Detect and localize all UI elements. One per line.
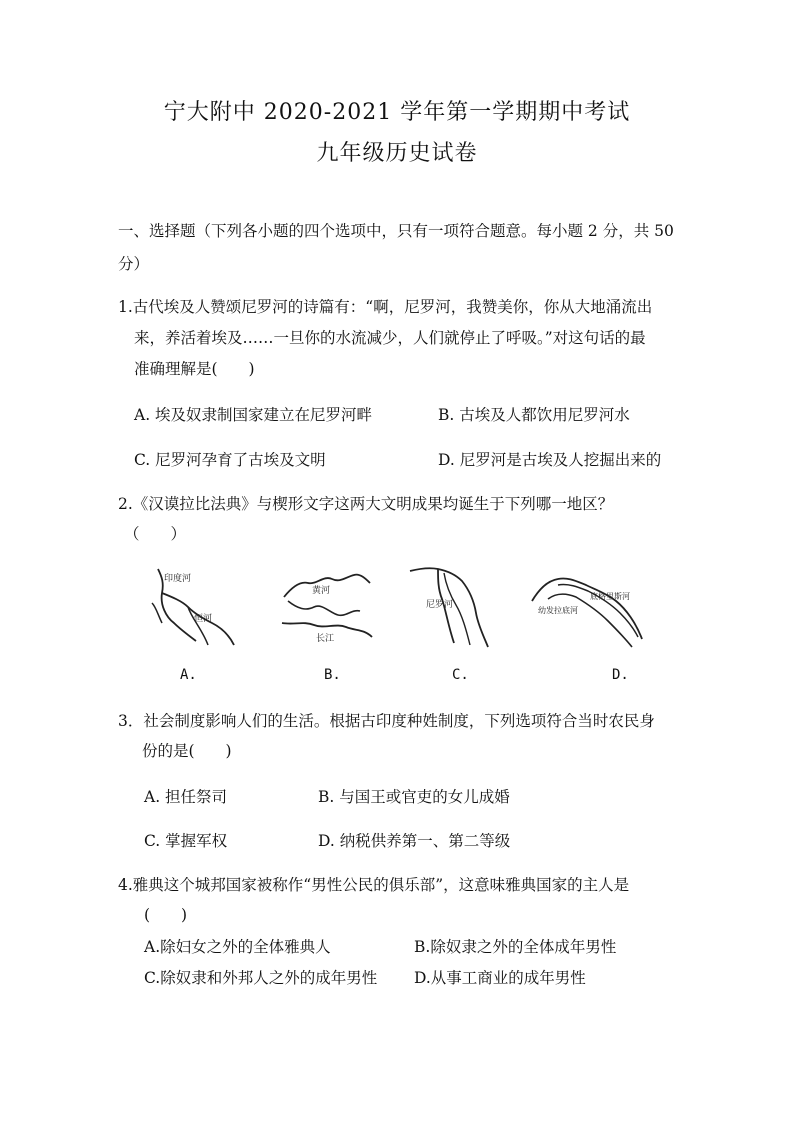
question-4-option-c: C.除奴隶和外邦人之外的成年男性 [144, 969, 378, 987]
question-3-option-d: D. 纳税供养第一、第二等级 [318, 832, 511, 850]
map-b-river-label-yellow: 黄河 [312, 586, 331, 596]
question-1-option-a: A. 埃及奴隶制国家建立在尼罗河畔 [134, 406, 373, 424]
map-c-river-label-nile: 尼罗河 [426, 600, 454, 610]
question-4-text: 4.雅典这个城邦国家被称作“男性公民的俱乐部”，这意味雅典国家的主人是 [118, 876, 630, 894]
exam-title: 宁大附中 2020-2021 学年第一学期期中考试 [163, 100, 631, 125]
question-4-option-b: B.除奴隶之外的全体成年男性 [414, 938, 617, 956]
map-d-river-label-euphrates: 幼发拉底河 [538, 606, 578, 615]
question-3-option-a: A. 担任祭司 [144, 788, 228, 806]
map-b-china [280, 567, 374, 653]
question-3-option-b: B. 与国王或官吏的女儿成婚 [318, 788, 510, 806]
question-1-text-line2: 来，养活着埃及……一旦你的水流减少，人们就停止了呼吸。”对这句话的最 [134, 329, 646, 347]
question-2-answer-paren: （ ） [124, 525, 187, 543]
question-4-option-d: D.从事工商业的成年男性 [414, 969, 586, 987]
map-d-mesopotamia [528, 571, 648, 655]
map-a-india [148, 563, 240, 659]
section-heading-continued: 分） [118, 255, 150, 273]
question-3-text-line2: 份的是( ) [142, 742, 232, 760]
question-4-answer-paren: ( ) [144, 906, 188, 924]
map-d-label: D. [612, 667, 629, 683]
map-d-river-label-tigris: 底格里斯河 [590, 592, 630, 601]
question-1-text: 1.古代埃及人赞颂尼罗河的诗篇有：“啊，尼罗河，我赞美你，你从大地涌流出 [118, 298, 653, 316]
question-3-option-c: C. 掌握军权 [144, 832, 228, 850]
map-a-river-label-ganges: 恒河 [194, 614, 213, 624]
exam-subtitle: 九年级历史试卷 [316, 141, 478, 166]
map-a-river-label-indus: 印度河 [164, 574, 192, 584]
map-b-label: B. [324, 667, 341, 683]
question-3-text: 3．社会制度影响人们的生活。根据古印度种姓制度，下列选项符合当时农民身 [118, 712, 655, 730]
map-b-river-label-yangtze: 长江 [316, 634, 335, 644]
question-1-option-d: D. 尼罗河是古埃及人挖掘出来的 [438, 451, 662, 469]
map-c-egypt [408, 565, 490, 655]
question-2-text: 2.《汉谟拉比法典》与楔形文字这两大文明成果均诞生于下列哪一地区？ [118, 495, 614, 513]
map-a-label: A. [180, 667, 197, 683]
section-heading: 一、选择题（下列各小题的四个选项中，只有一项符合题意。每小题 2 分，共 50 [118, 222, 674, 240]
question-1-text-line3: 准确理解是( ) [134, 360, 255, 378]
question-4-option-a: A.除妇女之外的全体雅典人 [144, 938, 331, 956]
question-1-option-c: C. 尼罗河孕育了古埃及文明 [134, 451, 326, 469]
map-c-label: C. [452, 667, 469, 683]
question-1-option-b: B. 古埃及人都饮用尼罗河水 [438, 406, 630, 424]
